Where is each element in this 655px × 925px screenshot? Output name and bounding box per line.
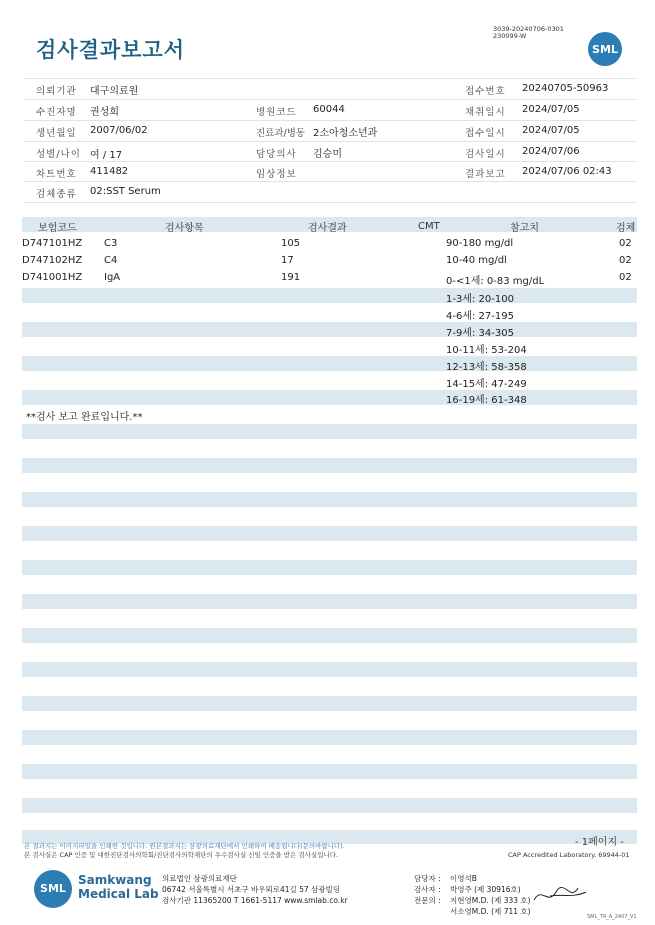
document-id: 3039-20240706-0301 230099-W	[493, 25, 564, 40]
table-band	[22, 628, 637, 643]
label-department: 진료과/병동	[256, 128, 306, 139]
value-report-date: 2024/07/06 02:43	[522, 166, 612, 177]
reference-line: 1-3세: 20-100	[446, 294, 514, 305]
col-header-code: 보험코드	[38, 223, 77, 234]
table-band	[22, 798, 637, 813]
cell-specimen: 02	[619, 272, 632, 283]
table-band	[22, 594, 637, 609]
value-birth-date: 2007/06/02	[90, 125, 148, 136]
cell-reference: 10-40 mg/dl	[446, 255, 507, 266]
table-band	[22, 424, 637, 439]
org-name: 의료법인 삼광의료재단	[162, 874, 237, 883]
cell-specimen: 02	[619, 238, 632, 249]
value-requesting-org: 대구의료원	[90, 86, 139, 97]
reference-line: 10-11세: 53-204	[446, 345, 527, 356]
footer-brand: Samkwang Medical Lab	[78, 873, 159, 901]
footnote-certification: 본 검사실은 CAP 인증 및 대한진단검사의학회/진단검사의학재단의 우수검사실 신임 인증을 받은 검사실입니다.	[24, 851, 339, 859]
label-clinical-info: 임상정보	[256, 169, 297, 180]
table-band	[22, 288, 637, 303]
table-band	[22, 322, 637, 337]
table-band	[22, 526, 637, 541]
table-row	[0, 238, 655, 252]
value-sex-age: 여 / 17	[90, 150, 123, 161]
label-report-date: 결과보고	[465, 169, 506, 180]
col-header-cmt: CMT	[418, 221, 440, 232]
cell-specimen: 02	[619, 255, 632, 266]
results-table	[0, 215, 655, 835]
cell-result: 191	[281, 272, 301, 283]
form-code: SML_TR_A_2407_V1	[587, 914, 637, 920]
cell-item: C3	[104, 238, 118, 249]
page-title: 검사결과보고서	[36, 38, 186, 62]
label-doctor: 담당의사	[256, 149, 297, 160]
staff-specialist-1: 지현영M.D. (제 333 호)	[450, 896, 531, 905]
table-band	[22, 764, 637, 779]
value-receipt-number: 20240705-50963	[522, 83, 609, 94]
table-band	[22, 458, 637, 473]
table-row	[0, 272, 655, 286]
cell-code: D741001HZ	[22, 272, 83, 283]
report-complete-note: **검사 보고 완료입니다.**	[26, 412, 143, 423]
divider	[24, 120, 637, 121]
col-header-item: 검사항목	[165, 223, 204, 234]
value-receipt-date: 2024/07/05	[522, 125, 580, 136]
signature-image	[530, 880, 590, 908]
label-hospital-code: 병원코드	[256, 107, 297, 118]
staff-label-manager: 담당자 :	[414, 874, 441, 883]
staff-tester: 박영주 (제 30916호)	[450, 885, 521, 894]
cell-item: C4	[104, 255, 118, 266]
page-number: - 1페이지 -	[575, 837, 624, 848]
label-test-date: 검사일시	[465, 149, 506, 160]
label-collection-date: 채취일시	[465, 107, 506, 118]
patient-info	[0, 0, 655, 210]
staff-label-specialist: 전문의 :	[414, 896, 441, 905]
label-sex-age: 성별/나이	[36, 149, 81, 160]
value-patient-name: 권성희	[90, 107, 119, 118]
value-test-date: 2024/07/06	[522, 146, 580, 157]
cell-code: D747101HZ	[22, 238, 83, 249]
table-band	[22, 356, 637, 371]
cell-reference: 90-180 mg/dl	[446, 238, 514, 249]
reference-line: 12-13세: 58-358	[446, 362, 527, 373]
value-doctor: 김승미	[313, 149, 342, 160]
label-specimen-type: 검체종류	[36, 189, 77, 200]
label-chart-number: 차트번호	[36, 169, 77, 180]
value-chart-number: 411482	[90, 166, 129, 177]
cell-result: 105	[281, 238, 301, 249]
staff-specialist-2: 서소영M.D. (제 711 호)	[450, 907, 531, 916]
org-contact: 검사기관 11365200 T 1661-5117 www.smlab.co.kr	[162, 896, 348, 905]
label-receipt-number: 접수번호	[465, 86, 506, 97]
divider	[24, 78, 637, 79]
col-header-result: 검사결과	[308, 223, 347, 234]
table-band	[22, 730, 637, 745]
sml-logo: SML	[588, 32, 622, 66]
footer-logo-icon	[34, 870, 72, 908]
table-band	[22, 390, 637, 405]
label-birth-date: 생년월일	[36, 128, 77, 139]
table-band	[22, 662, 637, 677]
table-band	[22, 492, 637, 507]
divider	[24, 181, 637, 182]
footer-logo-text: SML	[40, 882, 66, 895]
divider	[24, 141, 637, 142]
reference-line: 4-6세: 27-195	[446, 311, 514, 322]
value-specimen-type: 02:SST Serum	[90, 186, 161, 197]
reference-line: 14-15세: 47-249	[446, 379, 527, 390]
value-department: 2소아청소년과	[313, 128, 378, 139]
footnote-image-print: 본 결과지는 이미지파일을 인쇄한 것입니다. 원본결과지는 삼광의료재단에서 인쇄하여 배송됩니다(문의바랍니다).	[24, 842, 345, 850]
divider	[24, 99, 637, 100]
reference-line: 16-19세: 61-348	[446, 395, 527, 406]
col-header-reference: 참고치	[510, 223, 539, 234]
table-band	[22, 696, 637, 711]
reference-line: 7-9세: 34-305	[446, 328, 514, 339]
table-row	[0, 255, 655, 269]
label-requesting-org: 의뢰기관	[36, 86, 77, 97]
table-band	[22, 560, 637, 575]
staff-manager: 이영석B	[450, 874, 477, 883]
value-collection-date: 2024/07/05	[522, 104, 580, 115]
org-address: 06742 서울특별시 서초구 바우뫼로41길 57 삼광빌딩	[162, 885, 341, 894]
divider	[24, 202, 637, 203]
value-hospital-code: 60044	[313, 104, 345, 115]
label-patient-name: 수진자명	[36, 107, 77, 118]
label-receipt-date: 접수일시	[465, 128, 506, 139]
cap-accreditation: CAP Accredited Laboratory. 69944-01	[508, 851, 630, 859]
cell-reference: 0-<1세: 0-83 mg/dL	[446, 276, 545, 287]
cell-item: IgA	[104, 272, 121, 283]
divider	[24, 161, 637, 162]
cell-result: 17	[281, 255, 294, 266]
staff-label-tester: 검사자 :	[414, 885, 441, 894]
cell-code: D747102HZ	[22, 255, 83, 266]
col-header-specimen: 검체	[616, 223, 636, 234]
